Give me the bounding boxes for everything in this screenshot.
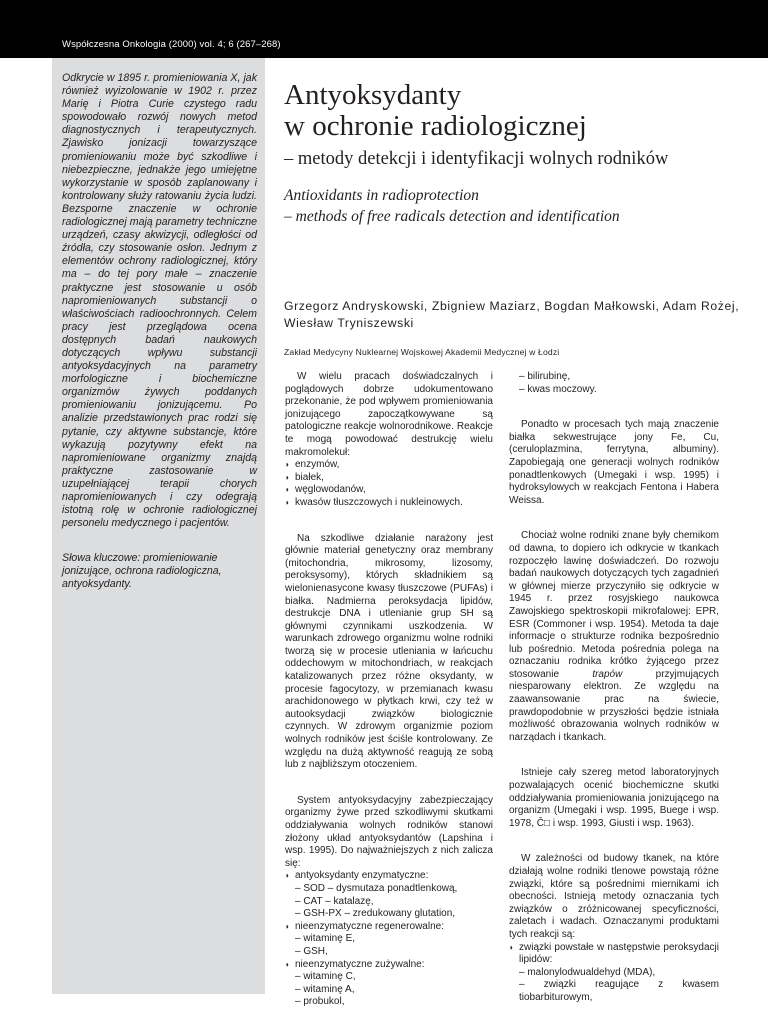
list-item: – kwas moczowy. xyxy=(519,383,597,395)
affiliation: Zakład Medycyny Nuklearnej Wojskowej Akademii Medycznej w Łodzi xyxy=(284,347,560,357)
list-item: – SOD – dysmutaza ponadtlenkową, xyxy=(295,882,458,894)
product-list xyxy=(509,942,719,1005)
list-item: – witaminę E, xyxy=(295,933,356,945)
list-item: – probukol, xyxy=(295,996,345,1008)
paragraph: Chociaż wolne rodniki znane były chemikom od dawna, to dopiero ich odkrycie w tkankach rozpoczęło lawinę doświadczeń. Do rozwoju badań naukowych dotyczących tych zagadnień w głównej mierze przyczyniło się odkrycie w 1945 r. przez rosyjskiego naukowca Zawojskiego spektroskopii mikrofalowej: EPR, ESR (Commoner i wsp. 1954). Metoda ta daje informacje o strukturze rodnika bezpośrednio lub pośrednio. Metoda pośrednia polega na oznaczaniu rodnika krótko żyjącego przez stosowanie trapów przyjmujących niesparowany elektron. Ze względu na zaawansowanie prac na świecie, prawdopodobnie w przyszłości będzie istniała możliwość obrazowania wolnych rodników w narządach i tkankach. xyxy=(509,530,719,743)
list-item: – CAT – katalazę, xyxy=(295,895,374,907)
list-item: ◗ białek, xyxy=(285,471,324,483)
paragraph: Istnieje cały szereg metod laboratoryjnych pozwalających ocenić biochemiczne skutki oddziaływania promieniowania jonizującego na organizm (Umegaki i wsp. 1995, Buege i wsp. 1978, Č□ i wsp. 1993, Giusti i wsp. 1963). xyxy=(509,767,719,829)
paragraph: W zależności od budowy tkanek, na które działają wolne rodniki tlenowe powstają różne związki, które są pośrednimi miernikami ich obecności. Istnieją metody oznaczania tych związków o zróżnicowanej specyficzności, zaletach i wadach. Oznaczanymi produktami tych reakcji są: xyxy=(509,853,719,940)
authors: Grzegorz Andryskowski, Zbigniew Maziarz, Bogdan Małkowski, Adam Rożej, Wiesław Tryniszewski xyxy=(284,299,740,330)
title-line-1: Antyoksydanty xyxy=(284,79,462,111)
paragraph: System antyoksydacyjny zabezpieczający organizmy żywe przed szkodliwymi skutkami oddziaływania wolnych rodników stanowi złożony układ antyoksydantów (Lapshina i wsp. 1995). Do najważniejszych z nich zalicza się: xyxy=(285,794,493,869)
journal-reference: Współczesna Onkologia (2000) vol. 4; 6 (267–268) xyxy=(62,39,281,50)
list-item: ◗ związki powstałe w następstwie peroksydacji lipidów: xyxy=(509,941,719,966)
bullet-icon: ◗ xyxy=(285,472,290,482)
list-item: – bilirubinę, xyxy=(519,371,571,382)
list-item: ◗ nieenzymatyczne zużywalne: xyxy=(285,958,425,970)
list-item: ◗ kwasów tłuszczowych i nukleinowych. xyxy=(285,496,463,508)
paragraph: Ponadto w procesach tych mają znaczenie białka sekwestrujące jony Fe, Cu, (ceruloplazmina, ferrytyna, albuminy). Zapobiegają one generacji wolnych rodników ponadtlenkowych (Umegaki i wsp. 1995) i hydroksylowych w reakcjach Fentona i Habera Weissa. xyxy=(509,419,719,506)
english-title-line-2: – methods of free radicals detection and identification xyxy=(284,208,620,225)
bullet-icon: ◗ xyxy=(285,460,290,470)
antioxidant-list xyxy=(285,870,493,1009)
bullet-icon: ◗ xyxy=(285,497,290,507)
bullet-icon: ◗ xyxy=(285,959,290,969)
bullet-icon: ◗ xyxy=(285,921,290,931)
list-item: – witaminę C, xyxy=(295,971,356,983)
english-title-line-1: Antioxidants in radioprotection xyxy=(284,187,479,204)
list-item: – związki reagujące z kwasem tiobarbiturowym, xyxy=(519,979,719,1003)
bullet-icon: ◗ xyxy=(509,942,514,952)
body-column-2 xyxy=(509,371,719,1005)
keywords: Słowa kluczowe: promieniowanie jonizujące, ochrona radiologiczna, antyoksydanty. xyxy=(62,552,222,591)
paragraph: Na szkodliwe działanie narażony jest głównie materiał genetyczny oraz membrany (mitochondria, mikrosomy, lizosomy, peroksysomy), których składnikiem są wielonienasycone kwasy tłuszczowe (PUFAs) i białka. Nadmierna peroksydacja lipidów, destrukcje DNA i utlenianie grup SH są głównymi czynnikami uszkodzenia. W warunkach zdrowego organizmu wolne rodniki tworzą się w procesie utleniania w łańcuchu oddechowym w mitochondriach, w reakcjach katalizowanych przez różne oksydanty, w procesie fagocytozy, w przemianach kwasu arachidonowego w płytkach krwi, czy też w autooksydacji związków biologicznie czynnych. W zdrowym organizmie poziom wolnych rodników jest ściśle kontrolowany. Ze względu na dużą aktywność reagują ze sobą lub z najbliższym otoczeniem. xyxy=(285,532,493,771)
abstract-text xyxy=(62,72,257,530)
list-item: – GSH-PX – zredukowany glutation, xyxy=(295,908,456,920)
macromolecule-list xyxy=(285,459,493,509)
bullet-icon: ◗ xyxy=(285,485,290,495)
continued-list xyxy=(509,371,719,396)
list-item: ◗ enzymów, xyxy=(285,459,340,471)
body-column-1 xyxy=(285,371,493,1009)
abstract-paragraph: Odkrycie w 1895 r. promieniowania X, jak również wyizolowanie w 1902 r. przez Marię i Piotra Curie czystego radu spowodowało rozwój nowych metod diagnostycznych i terapeutycznych. Zjawisko jonizacji towarzyszące promieniowaniu może być szkodliwe i niebezpieczne, jednakże jego umiejętne wykorzystanie w sposób zaplanowany i kontrolowany służy ratowaniu życia ludzi. Bezsporne znaczenie w ochronie radiologicznej mają parametry techniczne urządzeń, czasy akwizycji, odległości od źródła, czy stosowanie osłon. Jednym z elementów ochrony radiologicznej, który ma – do tej pory małe – znaczenie praktyczne jest stosowanie u osób napromieniowanych substancji o właściwościach radioochronnych. Celem pracy jest przeglądowa ocena dostępnych badań naukowych dotyczących wpływu substancji antyoksydacyjnych na parametry morfologiczne i biochemiczne organizmów żywych poddanych promieniowaniu jonizującemu. Po analizie przedstawionych prac rodzi się pytanie, czy aktywne substancje, które wykazują pozytywny efekt na napromieniowane organizmy znajdą praktyczne zastosowanie w uzupełniającej terapii chorych napromieniowanych i czy odegrają istotną rolę w ochronie radiologicznej personelu medycznego i pacjentów. xyxy=(62,72,257,530)
list-item: – witaminę A, xyxy=(295,983,355,995)
list-item: – GSH, xyxy=(295,945,328,957)
journal-header-bar xyxy=(0,0,768,58)
article-subtitle: – metody detekcji i identyfikacji wolnych rodników xyxy=(284,149,669,169)
list-item: ◗ antyoksydanty enzymatyczne: xyxy=(285,870,429,882)
list-item: – malonylodwualdehyd (MDA), xyxy=(519,966,656,978)
list-item: ◗ węglowodanów, xyxy=(285,484,366,496)
bullet-icon: ◗ xyxy=(285,871,290,881)
list-item: ◗ nieenzymatyczne regenerowalne: xyxy=(285,920,444,932)
title-line-2: w ochronie radiologicznej xyxy=(284,110,587,142)
paragraph: W wielu pracach doświadczalnych i poglądowych dobrze udokumentowano przekonanie, że pod wpływem promieniowania jonizującego zapoczątkowywane są patologiczne reakcje wolnorodnikowe. Reakcje te mogą powodować destrukcję wielu makromolekuł: xyxy=(285,371,493,458)
article-title xyxy=(284,80,744,142)
english-title xyxy=(284,185,754,227)
